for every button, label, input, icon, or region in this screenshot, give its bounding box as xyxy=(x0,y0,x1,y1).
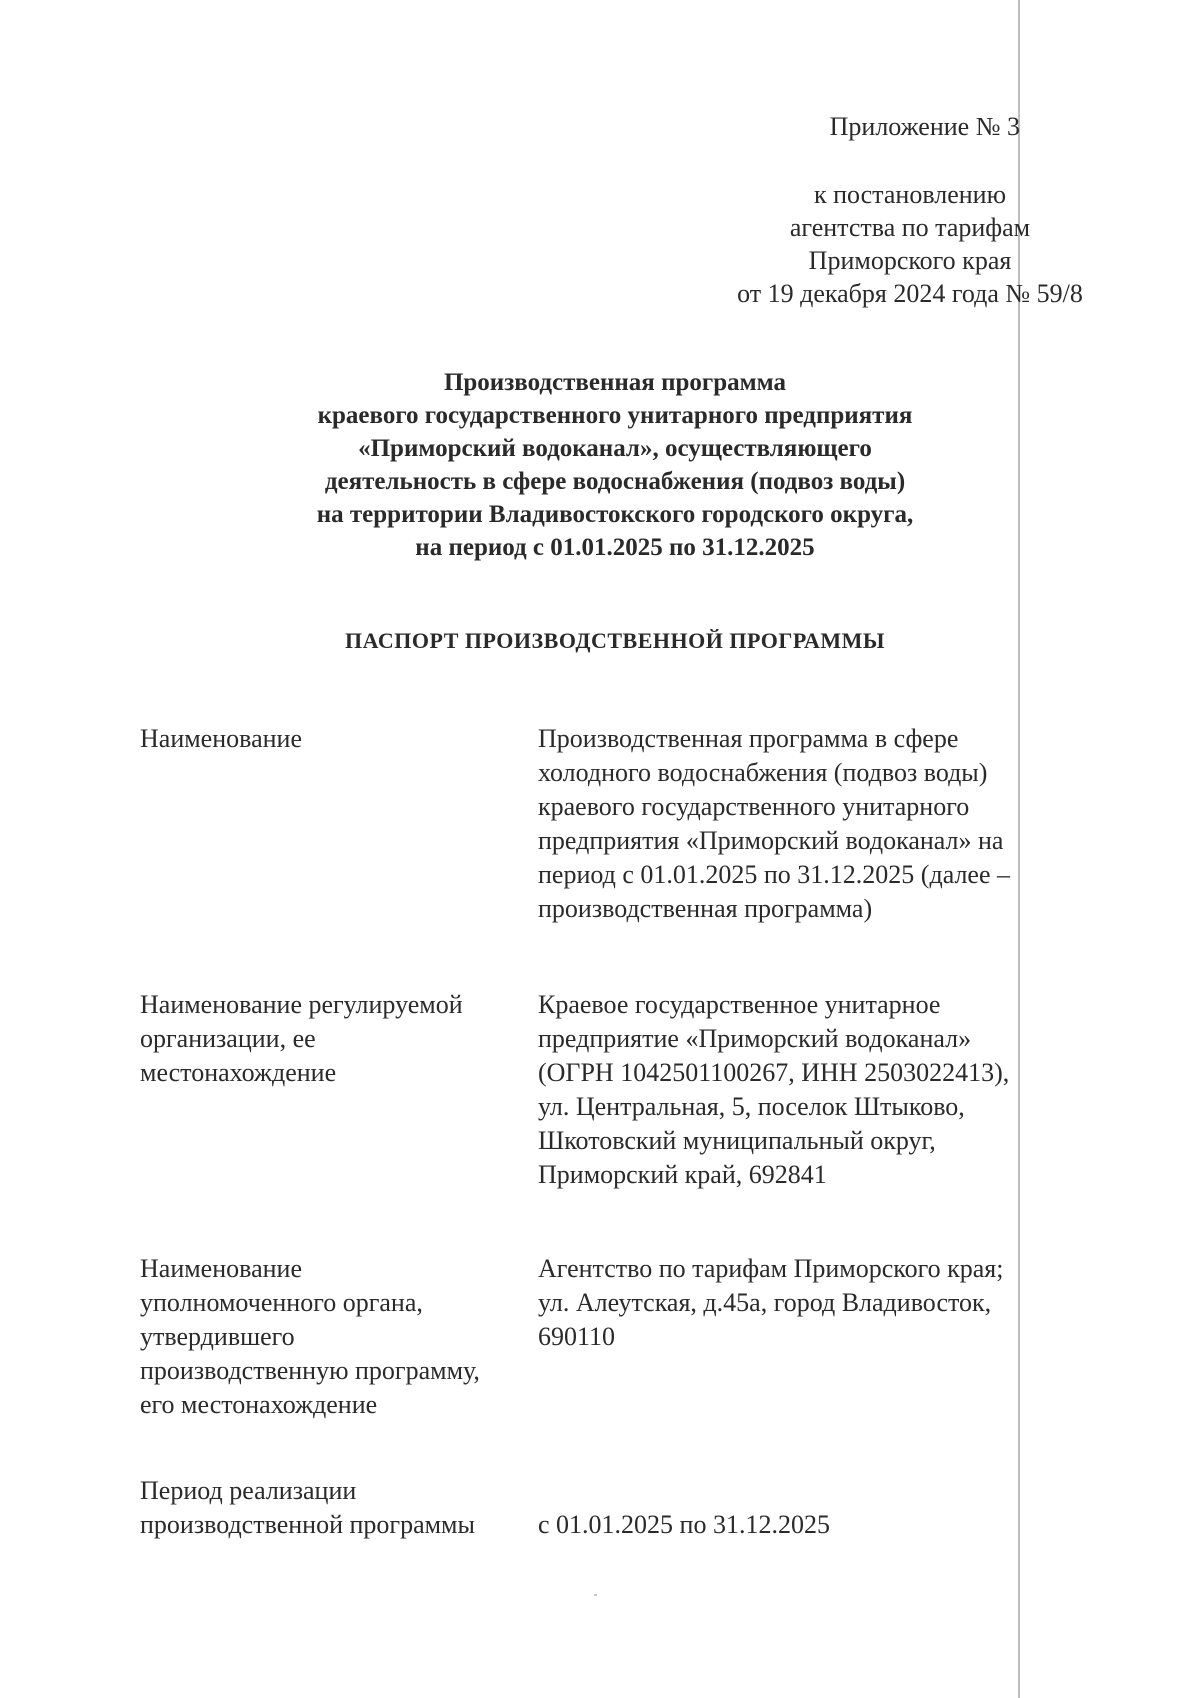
row-value xyxy=(538,1252,1058,1354)
appendix-reference xyxy=(700,178,1120,310)
value-line: Агентство по тарифам Приморского края; xyxy=(538,1254,1004,1283)
value-line: 690110 xyxy=(538,1322,616,1351)
value-line: Шкотовский муниципальный округ, xyxy=(538,1126,936,1155)
document-title xyxy=(200,366,1030,564)
value-line: Краевое государственное унитарное xyxy=(538,990,941,1019)
value-line: краевого государственного унитарного xyxy=(538,792,970,821)
value-line: Производственная программа в сфере xyxy=(538,724,959,753)
appendix-line: Приморского края xyxy=(808,246,1012,275)
label-line: производственную программу, xyxy=(140,1356,480,1385)
value-line: предприятия «Приморский водоканал» на xyxy=(538,826,1004,855)
title-line: краевого государственного унитарного предприятия xyxy=(317,402,913,429)
label-line: производственной программы xyxy=(140,1510,475,1539)
row-value xyxy=(538,1508,1058,1542)
appendix-number: Приложение № 3 xyxy=(829,112,1020,141)
value-line: ул. Алеутская, д.45а, город Владивосток, xyxy=(538,1288,992,1317)
value-line: холодного водоснабжения (подвоз воды) xyxy=(538,758,988,787)
passport-heading: ПАСПОРТ ПРОИЗВОДСТВЕННОЙ ПРОГРАММЫ xyxy=(344,628,885,653)
row-value xyxy=(538,722,1058,926)
row-label xyxy=(140,1252,530,1422)
scan-speck xyxy=(594,1594,597,1596)
title-line: деятельность в сфере водоснабжения (подвоз воды) xyxy=(324,468,906,495)
value-line: период с 01.01.2025 по 31.12.2025 (далее – xyxy=(538,860,1011,889)
appendix-line: агентства по тарифам xyxy=(789,213,1031,242)
value-line: с 01.01.2025 по 31.12.2025 xyxy=(538,1510,830,1539)
title-line: на период с 01.01.2025 по 31.12.2025 xyxy=(415,534,815,561)
label-line: его местонахождение xyxy=(140,1390,378,1419)
value-line: производственная программа) xyxy=(538,894,873,923)
value-line: ул. Центральная, 5, поселок Штыково, xyxy=(538,1092,965,1121)
row-label xyxy=(140,988,530,1090)
label-line: организации, ее xyxy=(140,1024,316,1053)
appendix-line: от 19 декабря 2024 года № 59/8 xyxy=(737,279,1083,308)
label-line: местонахождение xyxy=(140,1058,337,1087)
value-line: Приморский край, 692841 xyxy=(538,1160,827,1189)
title-line: Производственная программа xyxy=(443,369,787,396)
row-label xyxy=(140,722,530,756)
label-line: Наименование xyxy=(140,1254,302,1283)
row-label xyxy=(140,1474,530,1542)
value-line: (ОГРН 1042501100267, ИНН 2503022413), xyxy=(538,1058,1010,1087)
label-line: уполномоченного органа, xyxy=(140,1288,423,1317)
label-line: Период реализации xyxy=(140,1476,357,1505)
row-value xyxy=(538,988,1058,1192)
label-line: утвердившего xyxy=(140,1322,295,1351)
appendix-line: к постановлению xyxy=(813,180,1007,209)
title-line: на территории Владивостокского городского округа, xyxy=(316,501,914,528)
value-line: предприятие «Приморский водоканал» xyxy=(538,1024,972,1053)
title-line: «Приморский водоканал», осуществляющего xyxy=(358,435,872,462)
label-line: Наименование регулируемой xyxy=(140,990,463,1019)
label-line: Наименование xyxy=(140,724,302,753)
